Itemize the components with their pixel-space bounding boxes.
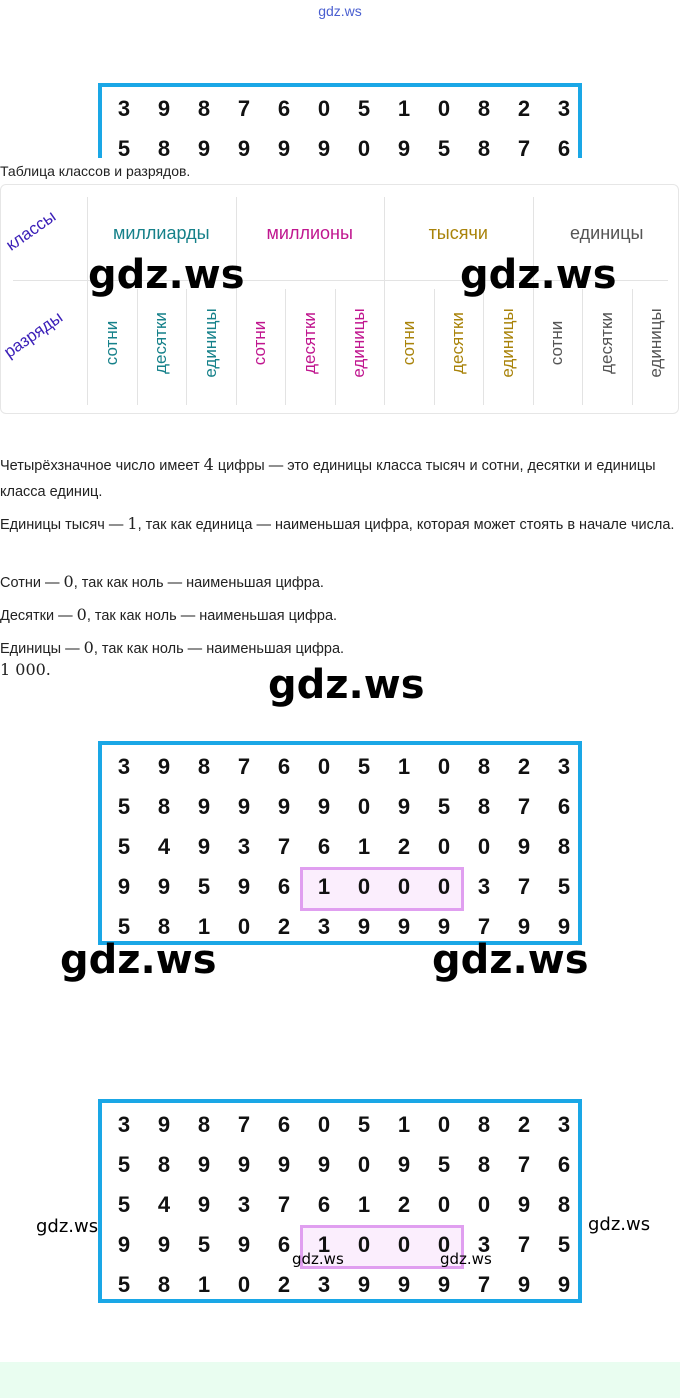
place-value-table <box>0 184 679 414</box>
digit-cell: 1 <box>357 834 371 859</box>
watermark: gdz.ws <box>268 662 425 708</box>
rank-name: единицы <box>349 308 369 378</box>
digit-cell: 5 <box>357 754 371 779</box>
digit-cell: 5 <box>117 1192 131 1217</box>
digit-cell: 2 <box>397 1192 411 1217</box>
digit-cell: 3 <box>477 874 491 899</box>
digit-cell: 0 <box>437 96 451 121</box>
digit-cell: 0 <box>357 794 371 819</box>
top-watermark-link[interactable]: gdz.ws <box>318 3 362 19</box>
class-name: миллиарды <box>112 223 210 243</box>
digit-cell: 1 <box>317 1232 331 1257</box>
digit-cell: 9 <box>437 1272 451 1297</box>
digit-cell: 5 <box>117 1152 131 1177</box>
digit-cell: 5 <box>117 1272 131 1297</box>
digit-cell: 8 <box>157 914 171 939</box>
digit-cell: 9 <box>237 136 251 161</box>
digit-cell: 3 <box>557 1112 571 1137</box>
rank-divider <box>434 289 435 405</box>
digit-cell: 0 <box>437 754 451 779</box>
digit-cell: 6 <box>277 1232 291 1257</box>
digit-cell: 7 <box>277 834 291 859</box>
digit-cell: 7 <box>517 874 531 899</box>
digit-cell: 2 <box>517 754 531 779</box>
digit-cell: 0 <box>317 96 331 121</box>
digit-cell: 9 <box>237 1152 251 1177</box>
digit-cell: 2 <box>517 96 531 121</box>
digit-cell: 6 <box>317 834 331 859</box>
digit-cell: 1 <box>397 1112 411 1137</box>
digit-cell: 5 <box>437 136 451 161</box>
digit-cell: 1 <box>357 1192 371 1217</box>
grid-row <box>102 1265 582 1305</box>
digit-cell: 0 <box>317 754 331 779</box>
digit-cell: 0 <box>357 1152 371 1177</box>
footer-band <box>0 1362 680 1398</box>
digit-cell: 7 <box>237 1112 251 1137</box>
digit-cell: 9 <box>157 1112 171 1137</box>
grid-row <box>102 867 582 907</box>
grid-row <box>102 787 582 827</box>
digit-cell: 9 <box>397 914 411 939</box>
digit-cell: 3 <box>477 1232 491 1257</box>
digit-cell: 6 <box>277 96 291 121</box>
digit-cell: 7 <box>517 1232 531 1257</box>
grid-row <box>102 827 582 867</box>
digit-cell: 9 <box>557 914 571 939</box>
math-value: 0 <box>63 572 74 591</box>
digit-cell: 8 <box>477 1152 491 1177</box>
grid-row <box>102 89 582 129</box>
digit-cell: 5 <box>117 794 131 819</box>
rank-name: сотни <box>547 320 567 366</box>
digit-cell: 4 <box>157 1192 171 1217</box>
digit-cell: 6 <box>277 874 291 899</box>
math-value: 1 <box>127 514 138 533</box>
paragraph-text: Единицы — <box>0 641 84 657</box>
paragraph-text: Единицы тысяч — <box>0 517 128 533</box>
paragraph-units <box>0 635 676 662</box>
digit-grid-answer-repeat <box>98 1099 582 1303</box>
digit-cell: 5 <box>437 794 451 819</box>
digit-cell: 3 <box>317 914 331 939</box>
digit-cell: 9 <box>277 1152 291 1177</box>
digit-cell: 9 <box>397 1152 411 1177</box>
digit-cell: 3 <box>557 96 571 121</box>
rank-name: сотни <box>101 320 121 366</box>
rank-divider <box>285 289 286 405</box>
digit-cell: 8 <box>157 1272 171 1297</box>
rank-name: сотни <box>250 320 270 366</box>
digit-cell: 1 <box>397 96 411 121</box>
paragraph-four-digit <box>0 452 676 505</box>
digit-cell: 9 <box>317 1152 331 1177</box>
digit-cell: 5 <box>357 96 371 121</box>
paragraph-text: , так как единица — наименьшая цифра, которая может стоять в начале числа. <box>137 517 675 533</box>
paragraph-tens <box>0 602 676 629</box>
watermark: gdz.ws <box>60 937 217 983</box>
digit-cell: 8 <box>477 794 491 819</box>
digit-cell: 0 <box>357 136 371 161</box>
paragraph-text: , так как ноль — наименьшая цифра. <box>73 575 324 591</box>
digit-cell: 2 <box>397 834 411 859</box>
digit-cell: 8 <box>157 794 171 819</box>
math-value: 0 <box>83 638 94 657</box>
digit-cell: 6 <box>557 136 571 161</box>
digit-cell: 1 <box>197 1272 211 1297</box>
paragraph-thousands <box>0 511 676 538</box>
digit-cell: 9 <box>237 874 251 899</box>
paragraph-text: , так как ноль — наименьшая цифра. <box>86 608 338 624</box>
class-name: единицы <box>570 223 644 243</box>
digit-cell: 9 <box>517 834 531 859</box>
digit-cell: 5 <box>557 874 571 899</box>
digit-cell: 9 <box>157 754 171 779</box>
digit-cell: 5 <box>117 914 131 939</box>
watermark: gdz.ws <box>292 1250 344 1268</box>
digit-cell: 8 <box>477 754 491 779</box>
watermark: gdz.ws <box>88 252 245 298</box>
digit-cell: 3 <box>117 754 131 779</box>
classes-header: классы <box>2 206 60 255</box>
digit-cell: 6 <box>277 1112 291 1137</box>
rank-name: сотни <box>398 320 418 366</box>
rank-divider <box>632 289 633 405</box>
digit-cell: 8 <box>557 1192 571 1217</box>
digit-cell: 5 <box>197 1232 211 1257</box>
digit-cell: 3 <box>237 834 251 859</box>
class-name: миллионы <box>266 223 353 243</box>
watermark: gdz.ws <box>440 1250 492 1268</box>
paragraph-hundreds <box>0 569 676 596</box>
digit-cell: 9 <box>157 1232 171 1257</box>
digit-cell: 2 <box>517 1112 531 1137</box>
digit-cell: 5 <box>557 1232 571 1257</box>
digit-cell: 0 <box>437 874 451 899</box>
grid-row <box>102 747 582 787</box>
rank-name: единицы <box>646 308 666 378</box>
digit-cell: 0 <box>317 1112 331 1137</box>
digit-cell: 8 <box>197 754 211 779</box>
digit-cell: 7 <box>237 754 251 779</box>
digit-cell: 1 <box>197 914 211 939</box>
rank-divider <box>137 289 138 405</box>
digit-cell: 8 <box>477 1112 491 1137</box>
rank-name: десятки <box>299 312 319 374</box>
rank-divider <box>335 289 336 405</box>
math-value: 0 <box>76 605 87 624</box>
digit-cell: 0 <box>437 1192 451 1217</box>
paragraph-text: Сотни — <box>0 575 64 591</box>
digit-cell: 9 <box>197 1192 211 1217</box>
digit-cell: 9 <box>197 136 211 161</box>
digit-cell: 3 <box>317 1272 331 1297</box>
answer-value: 1 000. <box>0 660 51 679</box>
digit-cell: 4 <box>157 834 171 859</box>
rank-name: десятки <box>596 312 616 374</box>
digit-cell: 8 <box>197 1112 211 1137</box>
paragraph-text: цифры — это единицы класса тысяч и сотни, десятки и единицы класса единиц. <box>0 458 656 500</box>
digit-cell: 9 <box>437 914 451 939</box>
digit-cell: 6 <box>277 754 291 779</box>
digit-cell: 9 <box>237 794 251 819</box>
rank-divider <box>186 289 187 405</box>
digit-cell: 9 <box>317 136 331 161</box>
rank-name: десятки <box>151 312 171 374</box>
digit-grid-answer <box>98 741 582 945</box>
digit-cell: 2 <box>277 914 291 939</box>
digit-cell: 9 <box>117 1232 131 1257</box>
digit-cell: 0 <box>237 1272 251 1297</box>
digit-cell: 8 <box>157 136 171 161</box>
class-name: тысячи <box>428 223 488 243</box>
digit-cell: 9 <box>397 794 411 819</box>
digit-cell: 7 <box>517 1152 531 1177</box>
digit-cell: 7 <box>517 794 531 819</box>
rank-divider <box>483 289 484 405</box>
digit-cell: 9 <box>517 1192 531 1217</box>
digit-cell: 9 <box>397 1272 411 1297</box>
digit-cell: 9 <box>517 914 531 939</box>
digit-cell: 9 <box>157 874 171 899</box>
digit-cell: 0 <box>397 874 411 899</box>
digit-cell: 3 <box>117 1112 131 1137</box>
rank-divider <box>582 289 583 405</box>
digit-cell: 5 <box>437 1152 451 1177</box>
digit-cell: 9 <box>157 96 171 121</box>
digit-cell: 9 <box>357 914 371 939</box>
digit-cell: 7 <box>237 96 251 121</box>
digit-cell: 0 <box>357 874 371 899</box>
digit-cell: 0 <box>437 1232 451 1257</box>
digit-cell: 8 <box>557 834 571 859</box>
rank-name: единицы <box>497 308 517 378</box>
digit-cell: 9 <box>197 794 211 819</box>
digit-cell: 3 <box>237 1192 251 1217</box>
digit-cell: 9 <box>397 136 411 161</box>
digit-cell: 9 <box>197 834 211 859</box>
watermark: gdz.ws <box>36 1216 99 1237</box>
digit-cell: 3 <box>117 96 131 121</box>
paragraph-text: Четырёхзначное число имеет <box>0 458 204 474</box>
digit-cell: 7 <box>277 1192 291 1217</box>
digit-cell: 7 <box>517 136 531 161</box>
digit-cell: 0 <box>237 914 251 939</box>
digit-cell: 0 <box>357 1232 371 1257</box>
digit-cell: 8 <box>197 96 211 121</box>
digit-cell: 8 <box>477 96 491 121</box>
watermark: gdz.ws <box>588 1214 651 1235</box>
digit-cell: 6 <box>557 1152 571 1177</box>
digit-cell: 1 <box>397 754 411 779</box>
digit-cell: 9 <box>277 136 291 161</box>
table-caption: Таблица классов и разрядов. <box>0 163 191 179</box>
digit-cell: 6 <box>557 794 571 819</box>
digit-cell: 5 <box>117 136 131 161</box>
digit-cell: 9 <box>517 1272 531 1297</box>
digit-cell: 8 <box>157 1152 171 1177</box>
digit-cell: 5 <box>197 874 211 899</box>
digit-cell: 0 <box>397 1232 411 1257</box>
grid-row <box>102 1105 582 1145</box>
digit-cell: 9 <box>277 794 291 819</box>
digit-cell: 5 <box>357 1112 371 1137</box>
rank-name: десятки <box>448 312 468 374</box>
digit-cell: 1 <box>317 874 331 899</box>
digit-cell: 9 <box>317 794 331 819</box>
digit-cell: 8 <box>477 136 491 161</box>
watermark: gdz.ws <box>460 252 617 298</box>
watermark: gdz.ws <box>432 937 589 983</box>
digit-cell: 7 <box>477 1272 491 1297</box>
grid-row <box>102 1145 582 1185</box>
digit-cell: 9 <box>197 1152 211 1177</box>
digit-cell: 6 <box>317 1192 331 1217</box>
digit-cell: 9 <box>357 1272 371 1297</box>
paragraph-text: , так как ноль — наименьшая цифра. <box>93 641 345 657</box>
digit-grid-top <box>98 83 582 161</box>
digit-cell: 0 <box>477 834 491 859</box>
digit-cell: 5 <box>117 834 131 859</box>
digit-cell: 0 <box>437 1112 451 1137</box>
digit-cell: 0 <box>437 834 451 859</box>
digit-cell: 3 <box>557 754 571 779</box>
digit-cell: 9 <box>117 874 131 899</box>
digit-cell: 9 <box>557 1272 571 1297</box>
rank-name: единицы <box>200 308 220 378</box>
digit-cell: 2 <box>277 1272 291 1297</box>
digit-cell: 7 <box>477 914 491 939</box>
ranks-header: разряды <box>0 307 67 362</box>
grid-row <box>102 1185 582 1225</box>
math-value: 4 <box>203 455 214 474</box>
digit-cell: 0 <box>477 1192 491 1217</box>
paragraph-text: Десятки — <box>0 608 77 624</box>
digit-cell: 9 <box>237 1232 251 1257</box>
